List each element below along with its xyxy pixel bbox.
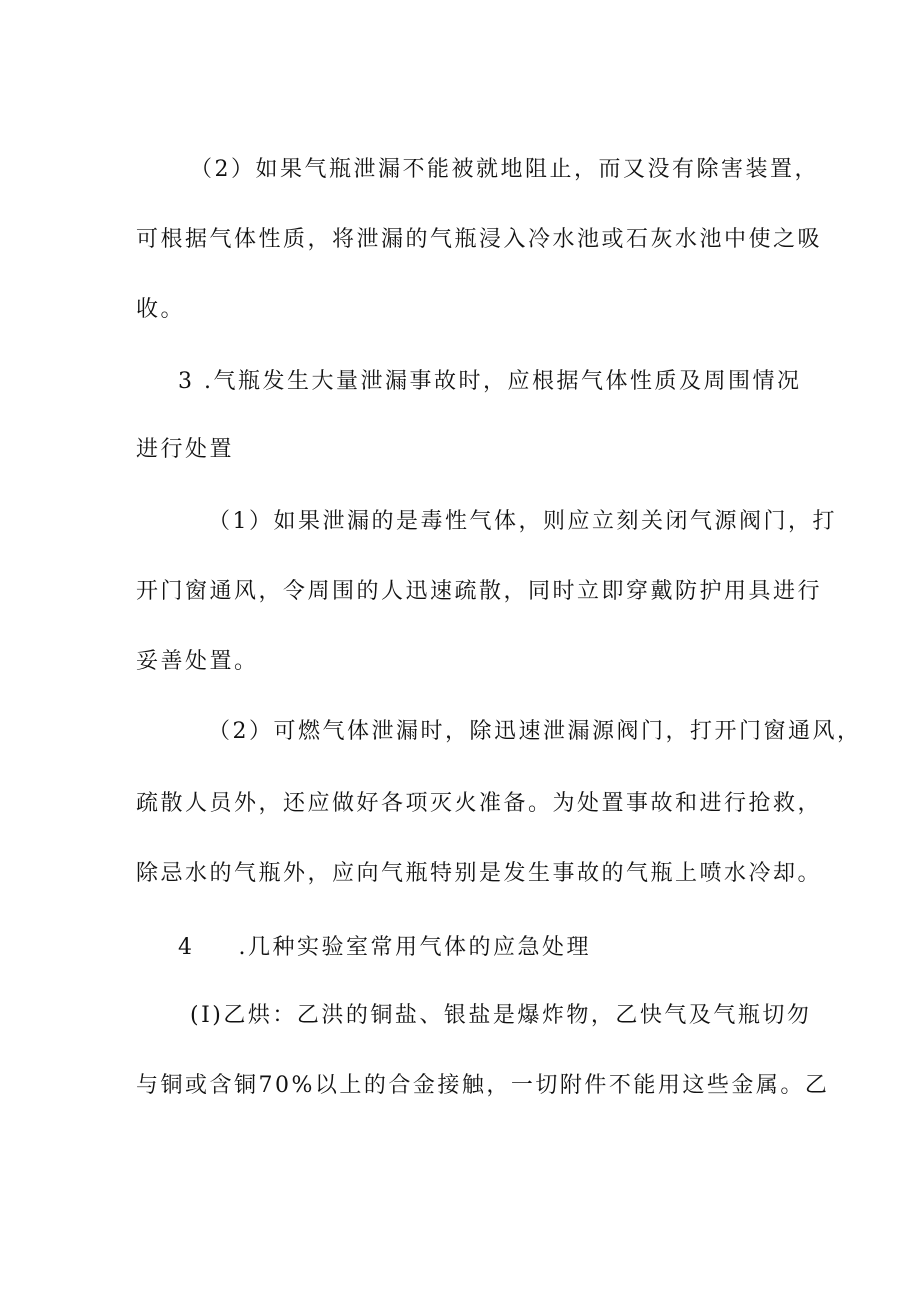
section-number: 4 (178, 935, 195, 960)
paragraph-line: 收。 (136, 297, 186, 322)
section-title: .几种实验室常用气体的应急处理 (238, 935, 591, 960)
paragraph-line: 可根据气体性质，将泄漏的气瓶浸入冷水池或石灰水池中使之吸 (136, 227, 823, 252)
paragraph-line: 妥善处置。 (136, 649, 259, 674)
paragraph-line: (I)乙烘：乙洪的铜盐、银盐是爆炸物，乙快气及气瓶切勿 (190, 1003, 812, 1028)
section-heading (178, 928, 838, 968)
paragraph-line: 开门窗通风，令周围的人迅速疏散，同时立即穿戴防护用具进行 (136, 579, 823, 604)
paragraph-line: 与铜或含铜70%以上的合金接触，一切附件不能用这些金属。乙 (136, 1073, 830, 1098)
paragraph-line: （2）如果气瓶泄漏不能被就地阻止，而又没有除害装置， (190, 157, 819, 182)
section-heading: 3 .气瓶发生大量泄漏事故时，应根据气体性质及周围情况 (178, 369, 802, 394)
paragraph-line: 疏散人员外，还应做好各项灭火准备。为处置事故和进行抢救， (136, 791, 823, 816)
paragraph-line: 进行处置 (136, 437, 235, 462)
paragraph-line: （2）可燃气体泄漏时，除迅速泄漏源阀门，打开门窗通风， (208, 719, 862, 744)
paragraph-line: （1）如果泄漏的是毒性气体，则应立刻关闭气源阀门，打 (208, 509, 837, 534)
paragraph-line: 除忌水的气瓶外，应向气瓶特别是发生事故的气瓶上喷水冷却。 (136, 861, 823, 886)
